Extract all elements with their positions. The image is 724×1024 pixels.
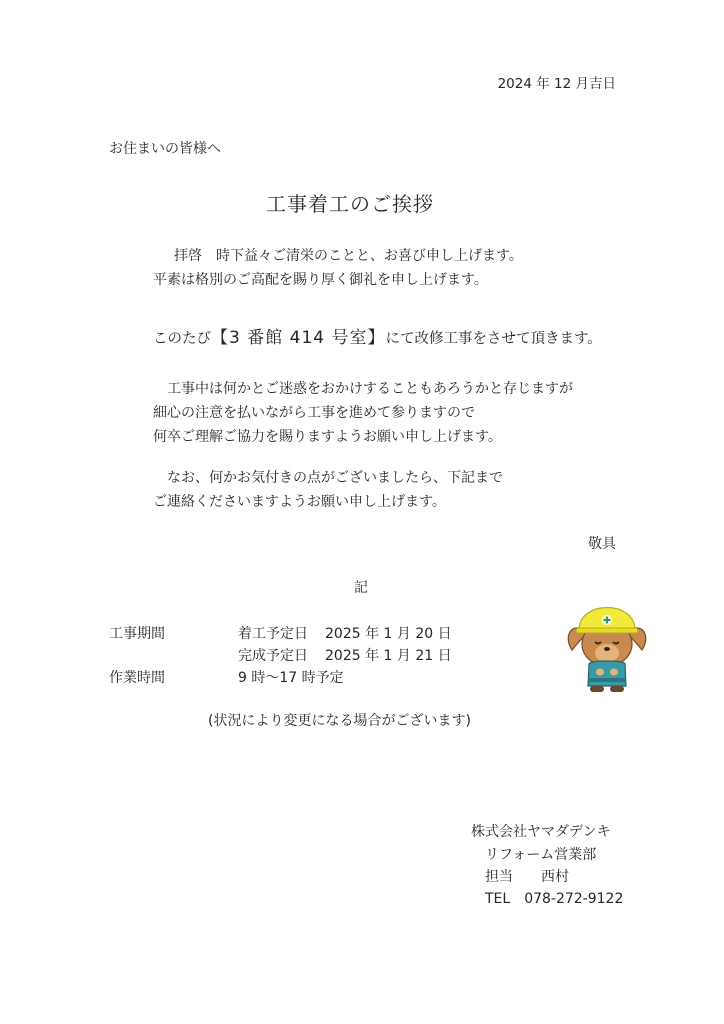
mascot-right-shoe bbox=[610, 686, 624, 692]
mascot-muzzle bbox=[595, 644, 619, 662]
greeting-line-1: 拝啓 時下益々ご清栄のことと、お喜び申し上げます。 bbox=[174, 248, 523, 264]
notice-prefix: このたび bbox=[153, 331, 211, 347]
sender-contact: 担当 西村 bbox=[485, 869, 569, 885]
closing: 敬具 bbox=[588, 536, 616, 552]
notice-suffix: にて改修工事をさせて頂きます。 bbox=[385, 331, 602, 347]
ki-heading: 記 bbox=[354, 580, 368, 596]
start-date: 2025 年 1 月 20 日 bbox=[325, 626, 452, 642]
document-title: 工事着工のご挨拶 bbox=[266, 192, 434, 216]
body-line-3: 何卒ご理解ご協力を賜りますようお願い申し上げます。 bbox=[153, 429, 502, 445]
contact-request-line-2: ご連絡くださいますようお願い申し上げます。 bbox=[153, 494, 446, 510]
room-number: 【3 番館 414 号室】 bbox=[211, 328, 386, 348]
period-label: 工事期間 bbox=[109, 626, 165, 642]
schedule-note: (状況により変更になる場合がございます) bbox=[208, 713, 471, 729]
sender-department: リフォーム営業部 bbox=[485, 847, 597, 863]
mascot-left-hand bbox=[596, 669, 604, 676]
mascot-helmet-brim bbox=[576, 628, 638, 633]
mascot-body bbox=[588, 661, 626, 686]
greeting-line-2: 平素は格別のご高配を賜り厚く御礼を申し上げます。 bbox=[153, 272, 488, 288]
hours-label: 作業時間 bbox=[109, 670, 165, 686]
sender-company: 株式会社ヤマダデンキ bbox=[471, 824, 611, 840]
hours-value: 9 時～17 時予定 bbox=[238, 670, 344, 686]
end-date: 2025 年 1 月 21 日 bbox=[325, 648, 452, 664]
mascot-belt bbox=[588, 678, 626, 682]
addressee: お住まいの皆様へ bbox=[109, 141, 221, 157]
mascot-right-hand bbox=[610, 669, 618, 676]
date: 2024 年 12 月吉日 bbox=[497, 76, 616, 92]
mascot-illustration bbox=[566, 582, 648, 696]
notice-line bbox=[153, 323, 602, 348]
mascot-left-shoe bbox=[590, 686, 604, 692]
body-line-1: 工事中は何かとご迷惑をおかけすることもあろうかと存じますが bbox=[167, 381, 573, 397]
start-label: 着工予定日 bbox=[238, 626, 308, 642]
mascot-nose bbox=[604, 647, 610, 651]
body-line-2: 細心の注意を払いながら工事を進めて参りますので bbox=[153, 405, 475, 421]
end-label: 完成予定日 bbox=[238, 648, 308, 664]
sender-tel: TEL 078-272-9122 bbox=[485, 891, 624, 907]
contact-request-line-1: なお、何かお気付きの点がございましたら、下記まで bbox=[167, 470, 503, 486]
